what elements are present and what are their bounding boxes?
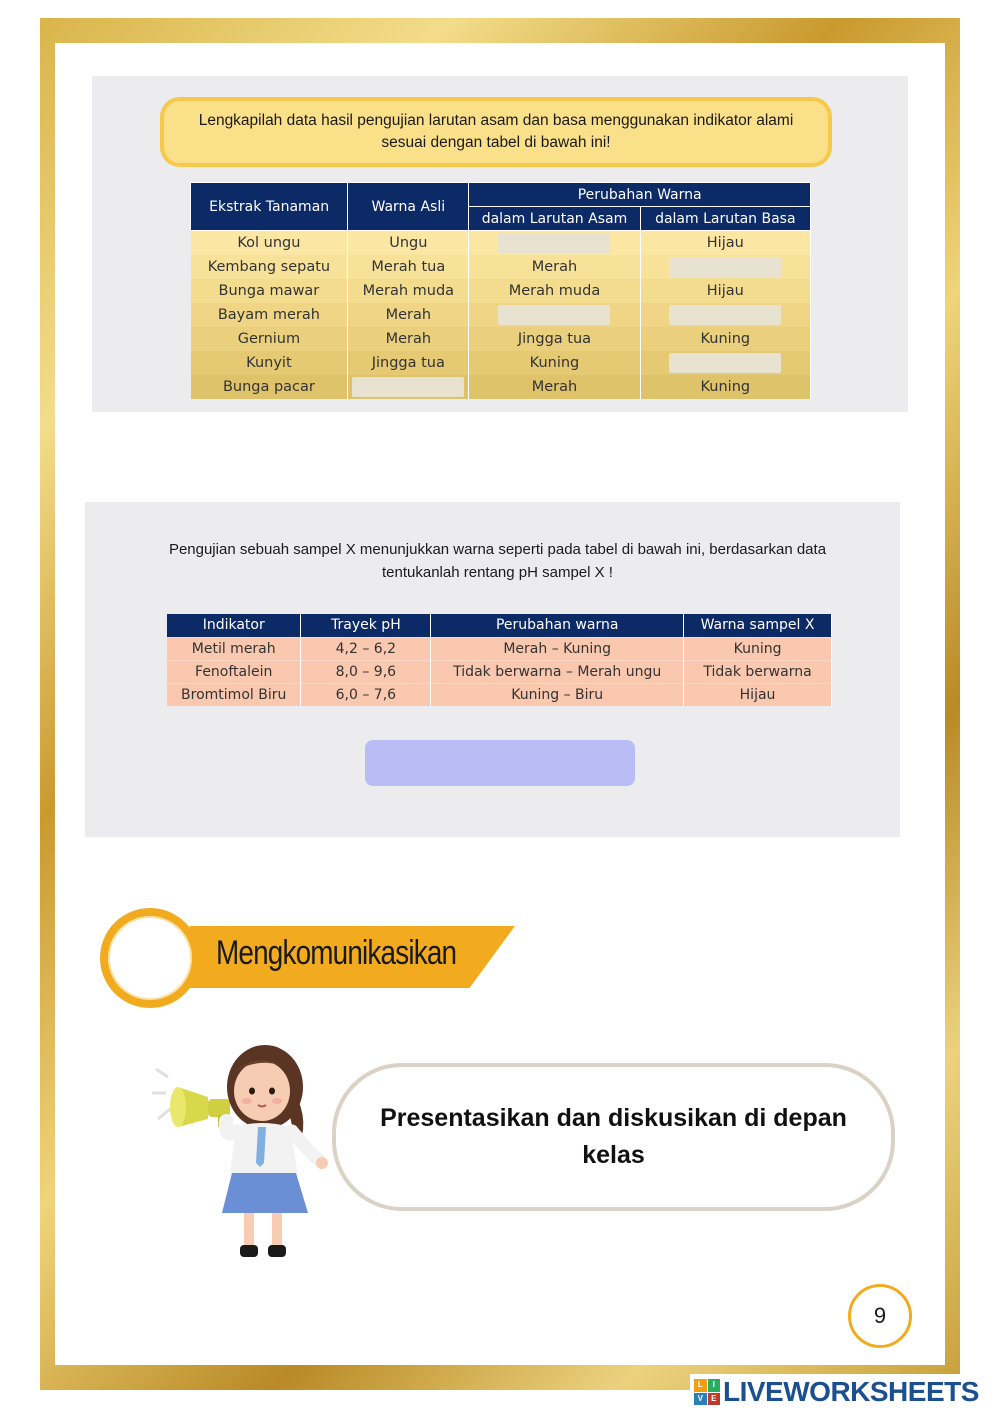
table-row [191, 351, 811, 375]
cell-asli: Merah [348, 327, 469, 351]
section-title: Mengkomunikasikan [216, 934, 457, 972]
brand-text: LIVEWORKSHEETS [723, 1376, 979, 1407]
cell-basa: Kuning [640, 375, 810, 399]
girl-megaphone-illustration [150, 1035, 335, 1265]
cell-ekstrak: Kunyit [191, 351, 348, 375]
table-row [167, 660, 832, 683]
cell-basa: Hijau [640, 279, 810, 303]
cell-indikator: Fenoftalein [167, 660, 301, 683]
page-number [848, 1284, 912, 1348]
ph-range-answer-input[interactable] [365, 740, 635, 786]
sound-lines-icon [152, 1069, 170, 1119]
page-number-text: 9 [873, 1303, 887, 1328]
cell-indikator: Bromtimol Biru [167, 683, 301, 706]
liveworksheets-brand [690, 1374, 985, 1410]
logo-letter: E [708, 1393, 721, 1406]
cell-trayek: 4,2 – 6,2 [301, 637, 431, 660]
cell-perubahan: Merah – Kuning [431, 637, 684, 660]
cell-trayek: 8,0 – 9,6 [301, 660, 431, 683]
table-row [191, 303, 811, 327]
table-row [167, 683, 832, 706]
header-indikator: Indikator [167, 614, 301, 637]
logo-letter: V [694, 1393, 707, 1406]
instruction-box-1 [160, 97, 832, 167]
header-warna-sampel: Warna sampel X [684, 614, 832, 637]
cell-asli: Ungu [348, 231, 469, 255]
header-warna-asli: Warna Asli [348, 183, 469, 231]
header-trayek-ph: Trayek pH [301, 614, 431, 637]
answer-blank[interactable] [669, 305, 781, 325]
cell-ekstrak: Gernium [191, 327, 348, 351]
header-perubahan-warna: Perubahan warna [431, 614, 684, 637]
table-row [191, 279, 811, 303]
cell-asam-blank[interactable] [469, 231, 640, 255]
instruction-text-2: Pengujian sebuah sampel X menunjukkan warna seperti pada tabel di bawah ini, berdasarkan data tentukanlah rentang pH sampel X ! [168, 541, 827, 581]
logo-letter: I [708, 1379, 721, 1392]
cell-asam: Merah [469, 375, 640, 399]
cell-asam: Merah [469, 255, 640, 279]
section-banner [100, 908, 520, 1008]
cell-ekstrak: Kembang sepatu [191, 255, 348, 279]
answer-blank[interactable] [352, 377, 464, 397]
table-row [191, 375, 811, 399]
header-perubahan-warna: Perubahan Warna [469, 183, 811, 207]
cell-asam-blank[interactable] [469, 303, 640, 327]
cell-sampel: Tidak berwarna [684, 660, 832, 683]
answer-blank[interactable] [498, 233, 610, 253]
cell-asli: Jingga tua [348, 351, 469, 375]
table-row [191, 255, 811, 279]
cell-basa: Hijau [640, 231, 810, 255]
cell-asli: Merah tua [348, 255, 469, 279]
cell-trayek: 6,0 – 7,6 [301, 683, 431, 706]
cell-asli: Merah muda [348, 279, 469, 303]
answer-blank[interactable] [669, 257, 781, 277]
cell-perubahan: Tidak berwarna – Merah ungu [431, 660, 684, 683]
table-row [167, 637, 832, 660]
banner-circle-icon [100, 908, 200, 1008]
header-ekstrak: Ekstrak Tanaman [191, 183, 348, 231]
cell-ekstrak: Bunga pacar [191, 375, 348, 399]
ph-indicator-table [167, 614, 832, 706]
cell-asli-blank[interactable] [348, 375, 469, 399]
cell-asam: Jingga tua [469, 327, 640, 351]
table-row [191, 327, 811, 351]
cell-basa-blank[interactable] [640, 303, 810, 327]
cell-asam: Kuning [469, 351, 640, 375]
header-larutan-basa: dalam Larutan Basa [640, 207, 810, 231]
cell-ekstrak: Bunga mawar [191, 279, 348, 303]
cell-perubahan: Kuning – Biru [431, 683, 684, 706]
answer-blank[interactable] [669, 353, 781, 373]
natural-indicator-table [190, 182, 811, 399]
cell-basa: Kuning [640, 327, 810, 351]
cell-sampel: Kuning [684, 637, 832, 660]
header-larutan-asam: dalam Larutan Asam [469, 207, 640, 231]
cell-asli: Merah [348, 303, 469, 327]
table-row [191, 231, 811, 255]
cell-ekstrak: Bayam merah [191, 303, 348, 327]
cell-basa-blank[interactable] [640, 351, 810, 375]
speech-text: Presentasikan dan diskusikan di depan kelas [380, 1104, 847, 1169]
cell-ekstrak: Kol ungu [191, 231, 348, 255]
cell-basa-blank[interactable] [640, 255, 810, 279]
logo-letter: L [694, 1379, 707, 1392]
cell-asam: Merah muda [469, 279, 640, 303]
cell-sampel: Hijau [684, 683, 832, 706]
instruction-text-1: Lengkapilah data hasil pengujian larutan asam dan basa menggunakan indikator alami sesuai dengan tabel di bawah ini! [198, 112, 794, 151]
cell-indikator: Metil merah [167, 637, 301, 660]
answer-blank[interactable] [498, 305, 610, 325]
liveworksheets-logo-icon [694, 1379, 720, 1405]
speech-bubble [332, 1063, 895, 1211]
